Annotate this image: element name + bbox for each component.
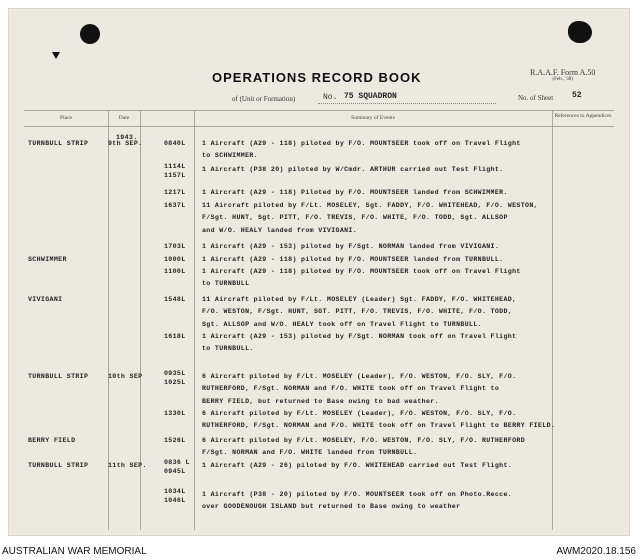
entry-summary-line: 6 Aircraft piloted by F/Lt. MOSELEY, F/O. WESTON, F/O. SLY, F/O. RUTHERFORD — [202, 437, 526, 444]
entry-summary-line: 1 Aircraft (A29 - 118) Piloted by F/O. MOUNTSEER landed from SCHWIMMER. — [202, 189, 508, 196]
entry-summary-line: Sgt. ALLSOP and W/O. HEALY took off on Travel Flight to TURNBULL. — [202, 320, 482, 328]
entry-time: 1618L — [164, 333, 186, 340]
entry-place: TURNBULL STRIP — [28, 462, 89, 469]
entry-summary-line: 6 Aircraft piloted by F/Lt. MOSELEY (Leader), F/O. WESTON, F/O. SLY, F/O. — [202, 410, 517, 417]
header-summary: Summary of Events — [351, 115, 395, 121]
entry-place: SCHWIMMER — [28, 256, 67, 263]
entry-summary-line: 1 Aircraft (P38 20) piloted by W/Cmdr. ARTHUR carried out Test Flight. — [202, 166, 504, 173]
unit-value: 75 SQUADRON — [344, 92, 397, 101]
entry-summary-line: BERRY FIELD, but returned to Base owing to bad weather. — [202, 397, 439, 405]
entry-date: 11th SEP. — [108, 462, 147, 469]
header-rule — [24, 126, 614, 127]
entry-time: 1330L — [164, 410, 186, 417]
punch-hole-right — [568, 21, 592, 43]
entry-time: 1114L — [164, 163, 186, 170]
entry-time: 1548L — [164, 296, 186, 303]
entry-summary-line: 1 Aircraft (A29 - 118) piloted by F/O. MOUNTSEER landed from TURNBULL. — [202, 256, 504, 263]
entry-summary-line: 1 Aircraft (P38 - 20) piloted by F/O. MOUNTSEER took off on Photo.Recce. — [202, 491, 513, 498]
entry-summary-line: 11 Aircraft piloted by F/Lt. MOSELEY (Leader) Sgt. FADDY, F/O. WHITEHEAD, — [202, 296, 517, 303]
entry-time-end: 1157L — [164, 172, 186, 179]
entry-time: 1703L — [164, 243, 186, 250]
entry-date: 10th SEP — [108, 373, 143, 380]
header-date: Date — [118, 115, 130, 121]
entry-summary-line: and W/O. HEALY landed from VIVIGANI. — [202, 226, 358, 234]
entry-date: 9th SEP. — [108, 140, 143, 147]
table-top-rule — [24, 110, 614, 111]
entry-time-end: 1025L — [164, 379, 186, 386]
entry-time: 1217L — [164, 189, 186, 196]
margin-mark — [52, 52, 60, 59]
entry-time: 0935L — [164, 370, 186, 377]
punch-hole-left — [80, 24, 100, 44]
entry-summary-line: to SCHWIMMER. — [202, 152, 258, 160]
entry-time: 1034L — [164, 488, 186, 495]
entry-place: TURNBULL STRIP — [28, 140, 89, 147]
footer-source: AUSTRALIAN WAR MEMORIAL — [2, 546, 147, 557]
entry-summary-line: 11 Aircraft piloted by F/Lt. MOSELEY, Sgt. FADDY, F/O. WHITEHEAD, F/O. WESTON, — [202, 202, 538, 209]
entry-time: 0836 L — [164, 459, 190, 466]
form-ref-date: (Feb., '38) — [552, 77, 573, 82]
col-divider-summary — [552, 110, 553, 530]
entry-time: 1637L — [164, 202, 186, 209]
entry-time: 1000L — [164, 256, 186, 263]
unit-underline — [318, 103, 496, 104]
entry-place: VIVIGANI — [28, 296, 63, 303]
footer-accession: AWM2020.18.156 — [556, 546, 636, 557]
unit-no-label: No. — [323, 93, 338, 102]
sheet-label: No. of Sheet — [518, 94, 554, 102]
entry-summary-line: 1 Aircraft (A29 - 118) piloted by F/O. MOUNTSEER took off on Travel Flight — [202, 268, 521, 275]
entry-date-year: 1943. — [116, 134, 138, 141]
entry-summary-line: 6 Aircraft piloted by F/Lt. MOSELEY (Leader), F/O. WESTON, F/O. SLY, F/O. — [202, 373, 517, 380]
entry-summary-line: F/Sgt. HUNT, Sgt. PITT, F/O. TREVIS, F/O. WHITE, F/O. TODD, Sgt. ALLSOP — [202, 214, 508, 222]
entry-time: 1526L — [164, 437, 186, 444]
entry-summary-line: F/O. WESTON, F/Sgt. HUNT, SGT. PITT, F/O. TREVIS, F/O. WHITE, F/O. TODD, — [202, 308, 513, 316]
col-divider-time — [194, 110, 195, 530]
entry-summary-line: 1 Aircraft (A29 - 153) piloted by F/Sgt. NORMAN landed from VIVIGANI. — [202, 243, 500, 250]
entry-summary-line: 1 Aircraft (A29 - 153) piloted by F/Sgt. NORMAN took off on Travel Flight — [202, 333, 517, 340]
entry-summary-line: F/Sgt. NORMAN and F/O. WHITE landed from TURNBULL. — [202, 449, 418, 457]
entry-summary-line: 1 Aircraft (A29 - 118) piloted by F/O. MOUNTSEER took off on Travel Flight — [202, 140, 521, 147]
entry-place: BERRY FIELD — [28, 437, 76, 444]
entry-summary-line: over GOODENOUGH ISLAND but returned to Base owing to weather — [202, 503, 461, 511]
form-ref-text: R.A.A.F. Form A.50 — [530, 68, 596, 77]
header-references: References to Appendices — [554, 113, 612, 119]
entry-summary-line: 1 Aircraft (A29 - 26) piloted by F/O. WHITEHEAD carried out Test Flight. — [202, 462, 513, 469]
entry-summary-line: RUTHERFORD, F/Sgt. NORMAN and F/O. WHITE took off on Travel Flight to — [202, 385, 500, 393]
entry-summary-line: RUTHERFORD, F/Sgt. NORMAN and F/O. WHITE took off on Travel Flight to BERRY FIELD. — [202, 422, 556, 430]
entry-summary-line: to TURNBULL — [202, 280, 250, 288]
entry-place: TURNBULL STRIP — [28, 373, 89, 380]
entry-time: 1100L — [164, 268, 186, 275]
form-reference — [530, 68, 595, 82]
entry-time: 0840L — [164, 140, 186, 147]
sheet-value: 52 — [572, 91, 582, 100]
header-place: Place — [60, 115, 72, 121]
entry-time-end: 1046L — [164, 497, 186, 504]
form-title: OPERATIONS RECORD BOOK — [212, 70, 422, 85]
unit-label: of (Unit or Formation) — [232, 95, 296, 103]
entry-summary-line: to TURNBULL. — [202, 345, 254, 353]
entry-time-end: 0945L — [164, 468, 186, 475]
